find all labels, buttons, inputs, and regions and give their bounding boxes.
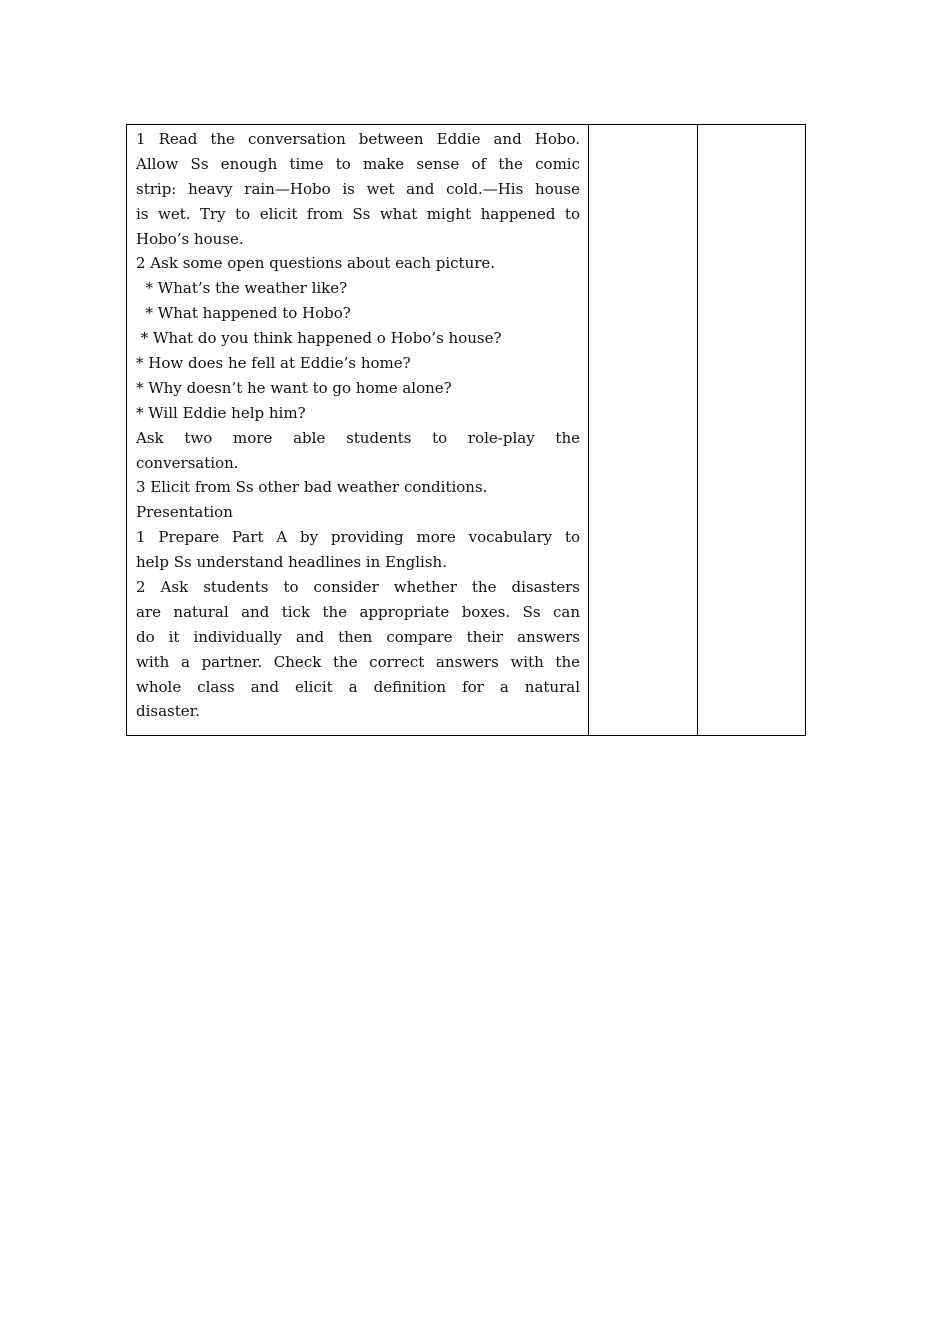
text-line: Hobo’s house.: [136, 229, 244, 248]
text-line: 3 Elicit from Ss other bad weather conditions.: [136, 478, 488, 497]
procedure-cell: [127, 125, 589, 736]
text-line: disaster.: [136, 702, 200, 721]
empty-cell-3: [698, 125, 806, 736]
text-line: is wet. Try to elicit from Ss what might happened to: [136, 204, 580, 223]
text-line: Ask two more able students to role-play the: [136, 428, 580, 447]
text-line: help Ss understand headlines in English.: [136, 553, 447, 572]
text-line: * How does he fell at Eddie’s home?: [136, 354, 411, 373]
text-line: 1 Read the conversation between Eddie and Hobo.: [136, 130, 580, 148]
text-line: Allow Ss enough time to make sense of the comic: [136, 154, 580, 173]
empty-cell-2: [589, 125, 698, 736]
text-line: strip: heavy rain—Hobo is wet and cold.—His house: [136, 179, 580, 198]
text-line: * Why doesn’t he want to go home alone?: [136, 378, 452, 397]
text-line: Presentation: [136, 503, 233, 522]
text-line: * Will Eddie help him?: [136, 403, 306, 422]
text-line: do it individually and then compare their answers: [136, 627, 580, 646]
text-line: * What happened to Hobo?: [136, 304, 351, 323]
text-line: 2 Ask some open questions about each picture.: [136, 254, 496, 273]
lesson-plan-table: [126, 124, 806, 736]
text-line: 2 Ask students to consider whether the disasters: [136, 578, 580, 597]
text-line: conversation.: [136, 453, 239, 472]
text-line: * What do you think happened o Hobo’s house?: [136, 329, 502, 348]
text-line: are natural and tick the appropriate boxes. Ss can: [136, 602, 580, 621]
text-line: with a partner. Check the correct answers with the: [136, 652, 580, 671]
table-row: [127, 125, 806, 736]
text-line: * What’s the weather like?: [136, 279, 348, 298]
text-line: whole class and elicit a definition for a natural: [136, 677, 580, 696]
text-line: 1 Prepare Part A by providing more vocabulary to: [136, 528, 580, 547]
procedure-text: [127, 125, 588, 735]
